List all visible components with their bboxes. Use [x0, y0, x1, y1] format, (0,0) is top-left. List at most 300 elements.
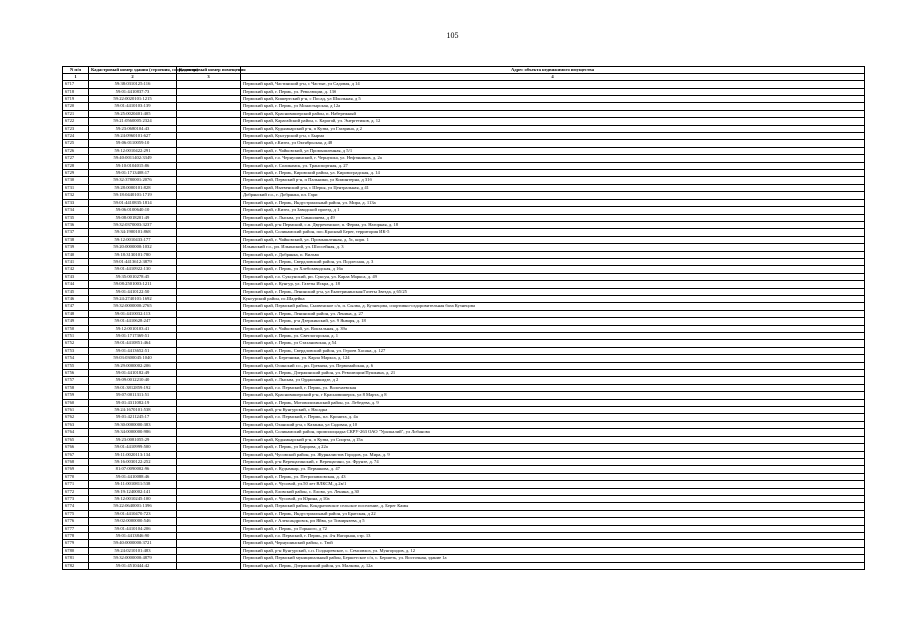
- row-number: 6723: [63, 125, 89, 132]
- premises-cadastral-number: [177, 303, 241, 310]
- property-address: Пермский край, Красновишерский район, п. Набережный: [241, 110, 865, 117]
- premises-cadastral-number: [177, 103, 241, 110]
- row-number: 6752: [63, 340, 89, 347]
- building-cadastral-number: 59:01:4410999:500: [89, 444, 177, 451]
- premises-cadastral-number: [177, 333, 241, 340]
- property-address: Пермский край, Пермский район, Кондратовское сельское поселение, д. Берег Камы: [241, 503, 865, 510]
- row-number: 6733: [63, 199, 89, 206]
- building-cadastral-number: 59:01:3812859:192: [89, 384, 177, 391]
- column-number: 4: [241, 74, 865, 81]
- premises-cadastral-number: [177, 436, 241, 443]
- row-number: 6766: [63, 444, 89, 451]
- premises-cadastral-number: [177, 110, 241, 117]
- building-cadastral-number: 59:34:0000000:986: [89, 429, 177, 436]
- property-address: Пермский край, г. Пермь, ул Хлебозаводская, д 16а: [241, 266, 865, 273]
- row-number: 6764: [63, 429, 89, 436]
- building-cadastral-number: 59:11:0010811:538: [89, 481, 177, 488]
- table-row: [63, 170, 865, 177]
- row-number: 6746: [63, 295, 89, 302]
- building-cadastral-number: 59:22:0020101:1215: [89, 96, 177, 103]
- table-row: [63, 562, 865, 569]
- property-address: Пермский край, Пермский муниципальный район, Бершетское с/п, с. Бершеть, ул. Восточная, здание 1а: [241, 555, 865, 562]
- row-number: 6745: [63, 288, 89, 295]
- building-cadastral-number: 59:01:4410122:50: [89, 288, 177, 295]
- table-row: [63, 399, 865, 406]
- premises-cadastral-number: [177, 532, 241, 539]
- building-cadastral-number: 59:32:0370003:3237: [89, 221, 177, 228]
- row-number: 6744: [63, 281, 89, 288]
- premises-cadastral-number: [177, 318, 241, 325]
- property-address: Пермский край, г. Чусовой, ул.50 лет ВЛКСМ, д.2в/1: [241, 481, 865, 488]
- building-cadastral-number: 59:40:0000000:3721: [89, 540, 177, 547]
- column-number-row: [63, 74, 865, 81]
- property-address: Пермский край, Пермский р-н, п Пальники, ул Коминтерна, д 31б: [241, 177, 865, 184]
- table-row: [63, 110, 865, 117]
- row-number: 6755: [63, 362, 89, 369]
- premises-cadastral-number: [177, 221, 241, 228]
- premises-cadastral-number: [177, 244, 241, 251]
- table-row: [63, 310, 865, 317]
- row-number: 6734: [63, 207, 89, 214]
- row-number: 6737: [63, 229, 89, 236]
- building-cadastral-number: 59:01:4311082:19: [89, 399, 177, 406]
- row-number: 6747: [63, 303, 89, 310]
- building-cadastral-number: 59:01:4410088:46: [89, 473, 177, 480]
- row-number: 6767: [63, 451, 89, 458]
- row-number: 6760: [63, 399, 89, 406]
- property-address: Пермский край, г. Чайковский, ул. Промышленная, д. 5с, корп. 1: [241, 236, 865, 243]
- table-row: [63, 244, 865, 251]
- building-cadastral-number: 59:06:0110059:10: [89, 140, 177, 147]
- table-row: [63, 318, 865, 325]
- premises-cadastral-number: [177, 295, 241, 302]
- row-number: 6735: [63, 214, 89, 221]
- building-cadastral-number: 59:40:0011402:3349: [89, 155, 177, 162]
- table-row: [63, 118, 865, 125]
- building-cadastral-number: 59:24:0210101:483: [89, 547, 177, 554]
- premises-cadastral-number: [177, 140, 241, 147]
- row-number: 6719: [63, 96, 89, 103]
- premises-cadastral-number: [177, 281, 241, 288]
- premises-cadastral-number: [177, 325, 241, 332]
- row-number: 6728: [63, 162, 89, 169]
- table-row: [63, 436, 865, 443]
- table-row: [63, 214, 865, 221]
- building-cadastral-number: 59:01:4410851:464: [89, 340, 177, 347]
- table-row: [63, 236, 865, 243]
- property-address: Пермский край, Нытвенский р-н, с Шерья, ул Центральная, д 41: [241, 184, 865, 191]
- building-cadastral-number: 59:23:0680104:43: [89, 125, 177, 132]
- premises-cadastral-number: [177, 399, 241, 406]
- premises-cadastral-number: [177, 207, 241, 214]
- premises-cadastral-number: [177, 518, 241, 525]
- column-number: 2: [89, 74, 177, 81]
- property-address: Пермский край, г. Добрянка, п. Вильва: [241, 251, 865, 258]
- building-cadastral-number: 59:18:3130101:780: [89, 251, 177, 258]
- table-row: [63, 221, 865, 228]
- premises-cadastral-number: [177, 384, 241, 391]
- row-number: 6756: [63, 370, 89, 377]
- premises-cadastral-number: [177, 466, 241, 473]
- premises-cadastral-number: [177, 414, 241, 421]
- premises-cadastral-number: [177, 347, 241, 354]
- building-cadastral-number: 59:01:4410182:49: [89, 370, 177, 377]
- table-row: [63, 473, 865, 480]
- table-row: [63, 229, 865, 236]
- property-address: Пермский край, Оханский р-н, с Казанка, ул Садовая, д 10: [241, 421, 865, 428]
- table-row: [63, 162, 865, 169]
- table-row: [63, 192, 865, 199]
- building-cadastral-number: 59:03:0300045:1040: [89, 355, 177, 362]
- property-address: Пермский край, Чусовской район, ул. Журналистов Городов, ул. Мира, д. 9: [241, 451, 865, 458]
- building-cadastral-number: 59:35:0010278:45: [89, 273, 177, 280]
- table-row: [63, 340, 865, 347]
- row-number: 6742: [63, 266, 89, 273]
- property-address: Пермский край, р-н Кунгурский, с Насадка: [241, 407, 865, 414]
- building-cadastral-number: 59:01:4410470:723: [89, 510, 177, 517]
- row-number: 6726: [63, 147, 89, 154]
- table-row: [63, 199, 865, 206]
- row-number: 6754: [63, 355, 89, 362]
- premises-cadastral-number: [177, 288, 241, 295]
- building-cadastral-number: 59:22:0640001:1396: [89, 503, 177, 510]
- header-building-cadastral: Кадастровый номер здания (строения, сооружения): [89, 67, 177, 74]
- property-address: Пермский край, г. Пермь, Свердловский район, ул. Героев Хасана, д. 127: [241, 347, 865, 354]
- building-cadastral-number: 59:01:4410104:206: [89, 525, 177, 532]
- premises-cadastral-number: [177, 96, 241, 103]
- row-number: 6720: [63, 103, 89, 110]
- header-address: Адрес объекта недвижимого имущества: [241, 67, 865, 74]
- table-row: [63, 147, 865, 154]
- premises-cadastral-number: [177, 133, 241, 140]
- table-row: [63, 88, 865, 95]
- premises-cadastral-number: [177, 177, 241, 184]
- premises-cadastral-number: [177, 251, 241, 258]
- table-row: [63, 384, 865, 391]
- table-row: [63, 421, 865, 428]
- table-row: [63, 207, 865, 214]
- table-row: [63, 503, 865, 510]
- row-number: 6779: [63, 540, 89, 547]
- property-address: Пермский край, г.Кизел, ул Заводской проезд, д 1: [241, 207, 865, 214]
- table-row: [63, 488, 865, 495]
- premises-cadastral-number: [177, 362, 241, 369]
- property-address: Пермский край, Пермский район, Сылвенское с/п, п. Сылва, д. Кузнецова, спортивно-оздоровительная база Кузнецова: [241, 303, 865, 310]
- table-row: [63, 466, 865, 473]
- table-row: [63, 370, 865, 377]
- table-row: [63, 518, 865, 525]
- row-number: 6738: [63, 236, 89, 243]
- table-row: [63, 458, 865, 465]
- table-row: [63, 347, 865, 354]
- premises-cadastral-number: [177, 88, 241, 95]
- building-cadastral-number: 59:20:0000000:1032: [89, 244, 177, 251]
- premises-cadastral-number: [177, 125, 241, 132]
- premises-cadastral-number: [177, 562, 241, 569]
- building-cadastral-number: 59:16:0030122:252: [89, 458, 177, 465]
- table-row: [63, 481, 865, 488]
- row-number: 6717: [63, 81, 89, 88]
- premises-cadastral-number: [177, 147, 241, 154]
- row-number: 6773: [63, 495, 89, 502]
- building-cadastral-number: 59:32:0000000:2765: [89, 303, 177, 310]
- building-cadastral-number: 59:01:4410628:247: [89, 318, 177, 325]
- property-address: Пермский край, г. Пермь, ул. Революции, д. 13б: [241, 88, 865, 95]
- table-row: [63, 414, 865, 421]
- property-address: Пермский край, г. Чусовой, ул Юрина, д 10а: [241, 495, 865, 502]
- premises-cadastral-number: [177, 451, 241, 458]
- property-address: Пермский край, г.Кизел, ул Октябрьская, д 48: [241, 140, 865, 147]
- row-number: 6757: [63, 377, 89, 384]
- row-number: 6740: [63, 251, 89, 258]
- premises-cadastral-number: [177, 458, 241, 465]
- property-address: Пермский край, г. Пермь, Дзержинский район, ул. Малкова, д. 12а: [241, 562, 865, 569]
- property-address: Пермский край, г.о. Суксунский, рп. Суксун, ул. Карла Маркса, д. 49: [241, 273, 865, 280]
- property-registry-table: [62, 66, 865, 570]
- table-body: [63, 81, 865, 570]
- premises-cadastral-number: [177, 540, 241, 547]
- building-cadastral-number: 59:01:1713408:17: [89, 170, 177, 177]
- building-cadastral-number: 59:01:4410837:73: [89, 88, 177, 95]
- property-address: Пермский край, г. Пермь, ул Стахановская, д 54: [241, 340, 865, 347]
- property-address: Пермский край, Кудымкарский р-н, п Кузва, ул Гагарина, д 2: [241, 125, 865, 132]
- table-row: [63, 281, 865, 288]
- property-address: Пермский край, г.о. Пермский, г. Пермь, ул. 4-я Нагорная, стр. 13: [241, 532, 865, 539]
- building-cadastral-number: 59:30:0000000:383: [89, 421, 177, 428]
- table-row: [63, 155, 865, 162]
- property-address: Пермский край, Карагайский район, с. Карагай, ул. Энергетиков, д. 12: [241, 118, 865, 125]
- building-cadastral-number: 59:28:0000101:828: [89, 184, 177, 191]
- premises-cadastral-number: [177, 184, 241, 191]
- row-number: 6732: [63, 192, 89, 199]
- row-number: 6749: [63, 318, 89, 325]
- property-address: Пермский край, г.о. Пермский, г. Пермь, ул. Волочаевская: [241, 384, 865, 391]
- row-number: 6739: [63, 244, 89, 251]
- premises-cadastral-number: [177, 392, 241, 399]
- property-address: Пермский край, г. Пермь, ул Монастырская, д 12а: [241, 103, 865, 110]
- premises-cadastral-number: [177, 370, 241, 377]
- building-cadastral-number: 59:12:0010422:291: [89, 147, 177, 154]
- property-address: Пермский край, г Александровск, рп Яйва, ул Тимирязева, д 5: [241, 518, 865, 525]
- building-cadastral-number: 59:01:4410835:1814: [89, 199, 177, 206]
- building-cadastral-number: 59:12:0010433:177: [89, 236, 177, 243]
- property-address: Добрянский г.о., г. Добрянка, пл. Гари: [241, 192, 865, 199]
- row-number: 6759: [63, 392, 89, 399]
- premises-cadastral-number: [177, 258, 241, 265]
- table-row: [63, 444, 865, 451]
- row-number: 6727: [63, 155, 89, 162]
- table-row: [63, 547, 865, 554]
- row-number: 6769: [63, 466, 89, 473]
- premises-cadastral-number: [177, 503, 241, 510]
- page-number: 105: [446, 31, 459, 40]
- row-number: 6750: [63, 325, 89, 332]
- property-address: Пермский край, г. Пермь, ул Борцова, д 22а: [241, 444, 865, 451]
- building-cadastral-number: 59:01:1717369:51: [89, 333, 177, 340]
- premises-cadastral-number: [177, 429, 241, 436]
- row-number: 6753: [63, 347, 89, 354]
- table-row: [63, 325, 865, 332]
- row-number: 6724: [63, 133, 89, 140]
- row-number: 6722: [63, 118, 89, 125]
- row-number: 6771: [63, 481, 89, 488]
- property-address: Пермский край, Осинский г.о., рп. Гремяча, ул. Первомайская, д. 6: [241, 362, 865, 369]
- building-cadastral-number: 59:08:0018201:49: [89, 214, 177, 221]
- premises-cadastral-number: [177, 236, 241, 243]
- table-row: [63, 451, 865, 458]
- row-number: 6758: [63, 384, 89, 391]
- property-address: Пермский край, г. Чайковский, ул. Вокзальная, д. 39а: [241, 325, 865, 332]
- building-cadastral-number: 59:07:0011311:51: [89, 392, 177, 399]
- building-cadastral-number: 59:12:0010103:41: [89, 325, 177, 332]
- table-row: [63, 495, 865, 502]
- property-address: Пермский край, г. Кудымкар, ул. Пермякова, д. 47: [241, 466, 865, 473]
- property-address: Ильинский г.о., рп. Ильинский, ул. Шоссейная, д. 3: [241, 244, 865, 251]
- property-address: Пермский край, г. Чайковский, ул Промышленная, д 5/1: [241, 147, 865, 154]
- property-address: Пермский край, Еловский район, с. Елово, ул. Ленина, д.30: [241, 488, 865, 495]
- row-number: 6782: [63, 562, 89, 569]
- table-row: [63, 510, 865, 517]
- property-address: Пермский край, г. Пермь, Кировский район, ул. Кировоградская, д. 14: [241, 170, 865, 177]
- property-address: Пермский край, г. Пермь, Ленинский р-н, ул Екатерининская/Газеты Звезда, д 65/25: [241, 288, 865, 295]
- property-address: Пермский край, Соликамский район, пос.Красный Берег, территория ИК-5: [241, 229, 865, 236]
- building-cadastral-number: 59:18:0440101:1719: [89, 192, 177, 199]
- premises-cadastral-number: [177, 170, 241, 177]
- building-cadastral-number: 59:01:4410032:113: [89, 310, 177, 317]
- premises-cadastral-number: [177, 266, 241, 273]
- column-number: 3: [177, 74, 241, 81]
- table-row: [63, 133, 865, 140]
- premises-cadastral-number: [177, 199, 241, 206]
- premises-cadastral-number: [177, 407, 241, 414]
- building-cadastral-number: 59:11:0020113:134: [89, 451, 177, 458]
- building-cadastral-number: 59:19:1240002:141: [89, 488, 177, 495]
- premises-cadastral-number: [177, 355, 241, 362]
- building-cadastral-number: 59:02:0000000:546: [89, 518, 177, 525]
- property-address: Пермский край, г. Кунгур, ул. Газеты Искра, д. 18: [241, 281, 865, 288]
- building-cadastral-number: 59:25:0020401:405: [89, 110, 177, 117]
- building-cadastral-number: 59:01:4413652:51: [89, 347, 177, 354]
- building-cadastral-number: 59:32:3780001:2076: [89, 177, 177, 184]
- property-address: Пермский край, Частинский р-н, с Частые, ул Садовая, д 14: [241, 81, 865, 88]
- row-number: 6776: [63, 518, 89, 525]
- row-number: 6768: [63, 458, 89, 465]
- property-address: Пермский край, г. Березники, ул. Карла Маркса, д. 124: [241, 355, 865, 362]
- building-cadastral-number: 59:09:0012210:40: [89, 377, 177, 384]
- table-row: [63, 295, 865, 302]
- premises-cadastral-number: [177, 444, 241, 451]
- property-address: Пермский край, р-н Кунгурский, с.п. Голдыревское, с. Семсовхоз, ул. Мунгородов, д. 12: [241, 547, 865, 554]
- premises-cadastral-number: [177, 555, 241, 562]
- property-address: Пермский край, Кунгурский р-н, с Бырма: [241, 133, 865, 140]
- table-row: [63, 355, 865, 362]
- premises-cadastral-number: [177, 377, 241, 384]
- property-address: Пермский край, г. Лысьва, ул Орджоникидзе, д 2: [241, 377, 865, 384]
- property-address: Пермский край, г. Пермь, Свердловский район, ул. Подлесная, д. 3: [241, 258, 865, 265]
- property-address: Пермский край, г. Соликамск, ул. Транспортная, д. 27: [241, 162, 865, 169]
- table-row: [63, 288, 865, 295]
- row-number: 6780: [63, 547, 89, 554]
- property-address: Пермский край, г.о. Пермский, г. Пермь, пл. Кронита, д. 4а: [241, 414, 865, 421]
- row-number: 6774: [63, 503, 89, 510]
- row-number: 6725: [63, 140, 89, 147]
- premises-cadastral-number: [177, 481, 241, 488]
- property-address: Пермский край, г. Пермь, Ленинский район, ул. Ленина, д. 27: [241, 310, 865, 317]
- building-cadastral-number: 59:10:0104015:86: [89, 162, 177, 169]
- building-cadastral-number: 59:08:2501003:1211: [89, 281, 177, 288]
- premises-cadastral-number: [177, 118, 241, 125]
- building-cadastral-number: 59:21:0560005:2324: [89, 118, 177, 125]
- building-cadastral-number: 59:32:0000000:4879: [89, 555, 177, 562]
- building-cadastral-number: 59:01:4510444:42: [89, 562, 177, 569]
- property-address: Пермский край, г. Лысьва, ул Смышляева, д 49: [241, 214, 865, 221]
- row-number: 6721: [63, 110, 89, 117]
- building-cadastral-number: 59:01:4410922:130: [89, 266, 177, 273]
- table-row: [63, 81, 865, 88]
- building-cadastral-number: 59:29:0000002:206: [89, 362, 177, 369]
- row-number: 6731: [63, 184, 89, 191]
- building-cadastral-number: 59:34:1900101:868: [89, 229, 177, 236]
- table-row: [63, 407, 865, 414]
- row-number: 6718: [63, 88, 89, 95]
- premises-cadastral-number: [177, 510, 241, 517]
- table-row: [63, 525, 865, 532]
- property-address: Пермский край, г. Пермь, ул Горького, д 72: [241, 525, 865, 532]
- building-cadastral-number: 59:24:2740101:1692: [89, 295, 177, 302]
- row-number: 6730: [63, 177, 89, 184]
- row-number: 6772: [63, 488, 89, 495]
- table-row: [63, 184, 865, 191]
- property-address: Пермский край, г. Пермь, ул. Светлогорская, д. 1: [241, 333, 865, 340]
- premises-cadastral-number: [177, 495, 241, 502]
- property-address: Пермский край, г. Пермь, ул. Петропавловская, д. 43: [241, 473, 865, 480]
- property-address: Пермский край, Красновишерский р-н, г Красновишерск, ул 8 Марта, д 8: [241, 392, 865, 399]
- building-cadastral-number: 59:24:0960101:627: [89, 133, 177, 140]
- building-cadastral-number: 59:01:4413612:3879: [89, 258, 177, 265]
- header-premises-cadastral: Кадастровый номер помещения: [177, 67, 241, 74]
- premises-cadastral-number: [177, 525, 241, 532]
- table-row: [63, 555, 865, 562]
- building-cadastral-number: 81:07:0090002:96: [89, 466, 177, 473]
- property-address: Пермский край, р-н Верещагинский, г. Верещагино, ул. Фрунзе, д. 74: [241, 458, 865, 465]
- premises-cadastral-number: [177, 229, 241, 236]
- premises-cadastral-number: [177, 81, 241, 88]
- property-address: Пермский край, Чернушинский район, с. Тюй: [241, 540, 865, 547]
- row-number: 6751: [63, 333, 89, 340]
- building-cadastral-number: 59:38:0310125:116: [89, 81, 177, 88]
- row-number: 6777: [63, 525, 89, 532]
- table-row: [63, 266, 865, 273]
- premises-cadastral-number: [177, 547, 241, 554]
- property-address: Пермский край, Соликамский район, промплощадка СКРУ-263 ОАО "Уралкалий", ул Лобанова: [241, 429, 865, 436]
- property-address: Пермский край, г. Пермь, Индустриальный район, ул. Мира, д. 113а: [241, 199, 865, 206]
- row-number: 6763: [63, 421, 89, 428]
- table-row: [63, 140, 865, 147]
- row-number: 6736: [63, 221, 89, 228]
- table-row: [63, 540, 865, 547]
- premises-cadastral-number: [177, 192, 241, 199]
- property-address: Кунгурский район, пс.Шадейка: [241, 295, 865, 302]
- property-address: Пермский край, г. Пермь, р-н Дзержинский, ул. 9 Января, д. 18: [241, 318, 865, 325]
- table-row: [63, 392, 865, 399]
- table-row: [63, 251, 865, 258]
- row-number: 6741: [63, 258, 89, 265]
- table-header-row: [63, 67, 865, 74]
- premises-cadastral-number: [177, 214, 241, 221]
- header-num: N п/п: [63, 67, 89, 74]
- row-number: 6748: [63, 310, 89, 317]
- property-address: Пермский край, г.о. Чернушинский, г. Чернушка, ул. Нефтяников, д. 2а: [241, 155, 865, 162]
